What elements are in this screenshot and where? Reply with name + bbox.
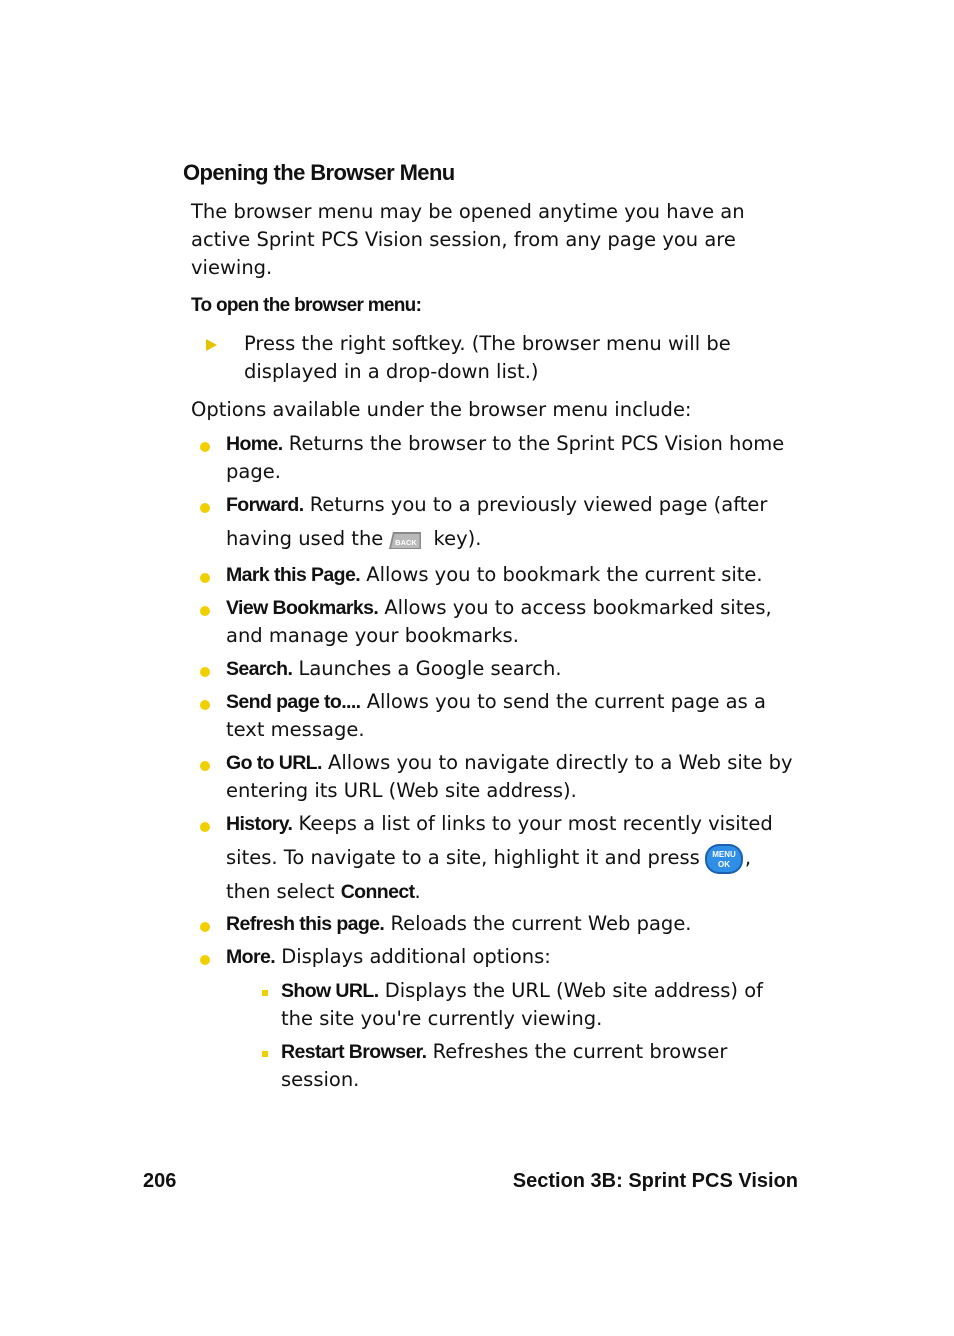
bullet-icon	[200, 667, 210, 677]
connect-term: Connect	[340, 881, 415, 903]
option-desc: Allows you to send the current page as a text message.	[226, 690, 766, 741]
bullet-icon	[200, 955, 210, 965]
back-key-icon	[387, 529, 423, 551]
option-term: View Bookmarks.	[226, 597, 379, 619]
option-desc: Displays additional options:	[275, 945, 551, 968]
option-term: More.	[226, 946, 276, 968]
option-term: Send page to....	[226, 691, 361, 713]
menu-key-label: MENU	[712, 849, 736, 859]
option-term: Go to URL.	[226, 752, 322, 774]
bullet-icon	[200, 700, 210, 710]
option-term: Show URL.	[281, 980, 379, 1002]
option-desc: Launches a Google search.	[292, 657, 562, 680]
bullet-icon	[200, 606, 210, 616]
bullet-icon	[200, 442, 210, 452]
bullet-icon	[200, 922, 210, 932]
option-desc: Allows you to bookmark the current site.	[360, 563, 763, 586]
option-term: Mark this Page.	[226, 564, 361, 586]
option-desc: Refreshes the current browser session.	[281, 1040, 728, 1091]
option-term: Search.	[226, 658, 293, 680]
option-desc: Returns the browser to the Sprint PCS Vision home page.	[226, 432, 785, 483]
option-desc: Returns you to a previously viewed page (after having used the	[226, 493, 768, 550]
option-desc: Allows you to access bookmarked sites, and manage your bookmarks.	[226, 596, 772, 647]
bullet-icon	[200, 573, 210, 583]
options-intro: Options available under the browser menu include:	[191, 398, 692, 421]
option-desc: Allows you to navigate directly to a Web site by entering its URL (Web site address).	[226, 751, 793, 802]
procedure-title: To open the browser menu:	[191, 295, 422, 316]
option-desc: Displays the URL (Web site address) of the site you're currently viewing.	[281, 979, 763, 1030]
step-text: Press the right softkey. (The browser menu will be displayed in a drop-down list.)	[244, 332, 731, 383]
page-number: 206	[143, 1170, 177, 1192]
option-desc: Reloads the current Web page.	[384, 912, 692, 935]
option-desc: Keeps a list of links to your most recently visited sites. To navigate to a site, highlight it and press	[226, 812, 773, 869]
arrow-bullet-icon	[206, 339, 217, 351]
back-key-label: BACK	[395, 537, 418, 547]
option-desc-end: , then select	[226, 846, 752, 903]
bullet-icon	[200, 822, 210, 832]
bullet-icon	[200, 761, 210, 771]
section-footer: Section 3B: Sprint PCS Vision	[512, 1170, 798, 1192]
bullet-icon	[200, 503, 210, 513]
option-term: Home.	[226, 433, 283, 455]
option-term: History.	[226, 813, 293, 835]
square-bullet-icon	[262, 1051, 268, 1057]
option-desc-end: key).	[427, 527, 482, 550]
menu-ok-key-icon	[704, 843, 744, 875]
option-period: .	[414, 880, 421, 903]
option-term: Refresh this page.	[226, 913, 385, 935]
intro-paragraph: The browser menu may be opened anytime you have an active Sprint PCS Vision session, from any page you are viewing.	[191, 200, 745, 279]
option-term: Forward.	[226, 494, 304, 516]
square-bullet-icon	[262, 990, 268, 996]
ok-key-label: OK	[717, 859, 730, 869]
option-term: Restart Browser.	[281, 1041, 427, 1063]
section-heading: Opening the Browser Menu	[183, 160, 455, 185]
